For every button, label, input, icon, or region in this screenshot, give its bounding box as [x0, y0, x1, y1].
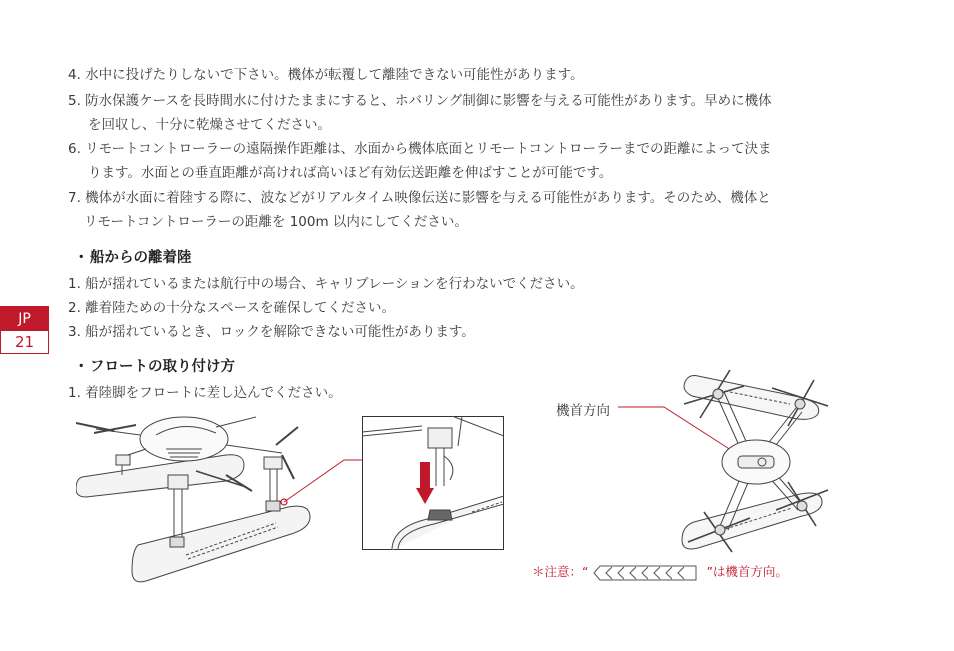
list-item-7: 7. 機体が水面に着陸する際に、波などがリアルタイム映像伝送に影響を与える可能性があります。そのため、機体と [68, 190, 771, 206]
drone-top-view-diagram [680, 370, 830, 558]
float-item-1: 1. 着陸脚をフロートに差し込んでください。 [68, 385, 342, 401]
section-title: 船からの離着陸 [90, 250, 192, 266]
nose-direction-label: 機首方向 [556, 403, 610, 419]
list-item-6: 6. リモートコントローラーの遠隔操作距離は、水面から機体底面とリモートコントローラーまでの距離によって決ま [68, 141, 772, 157]
list-item-7-cont: リモートコントローラーの距離を 100m 以内にしてください。 [84, 214, 468, 230]
boat-item-1: 1. 船が揺れているまたは航行中の場合、キャリブレーションを行わないでください。 [68, 276, 584, 292]
section-heading-float [74, 355, 235, 376]
leg-insertion-detail [362, 416, 504, 550]
page-number: 21 [14, 333, 35, 351]
list-item-6-cont: ります。水面との垂直距離が高ければ高いほど有効伝送距離を伸ばすことが可能です。 [88, 165, 613, 181]
detail-leader-line [280, 456, 366, 506]
page-tab [0, 306, 49, 354]
boat-item-3: 3. 船が揺れているとき、ロックを解除できない可能性があります。 [68, 324, 475, 340]
bullet: ・ [74, 250, 89, 266]
note-suffix: ”は機首方向。 [706, 564, 788, 579]
boat-item-2: 2. 離着陸ための十分なスペースを確保してください。 [68, 300, 395, 316]
bullet: ・ [74, 359, 89, 375]
list-item-5-cont: を回収し、十分に乾燥させてください。 [88, 117, 331, 133]
chevron-arrows-icon [592, 564, 702, 582]
section-title: フロートの取り付け方 [90, 359, 235, 375]
list-item-5: 5. 防水保護ケースを長時間水に付けたままにすると、ホバリング制御に影響を与える可能性があります。早めに機体 [68, 93, 772, 109]
list-item-4: 4. 水中に投げたりしないで下さい。機体が転覆して離陸できない可能性があります。 [68, 67, 584, 83]
direction-note [532, 562, 788, 582]
page-lang: JP [1, 307, 48, 331]
note-prefix: ＊注意：“ [532, 564, 589, 579]
section-heading-boat [74, 246, 192, 267]
